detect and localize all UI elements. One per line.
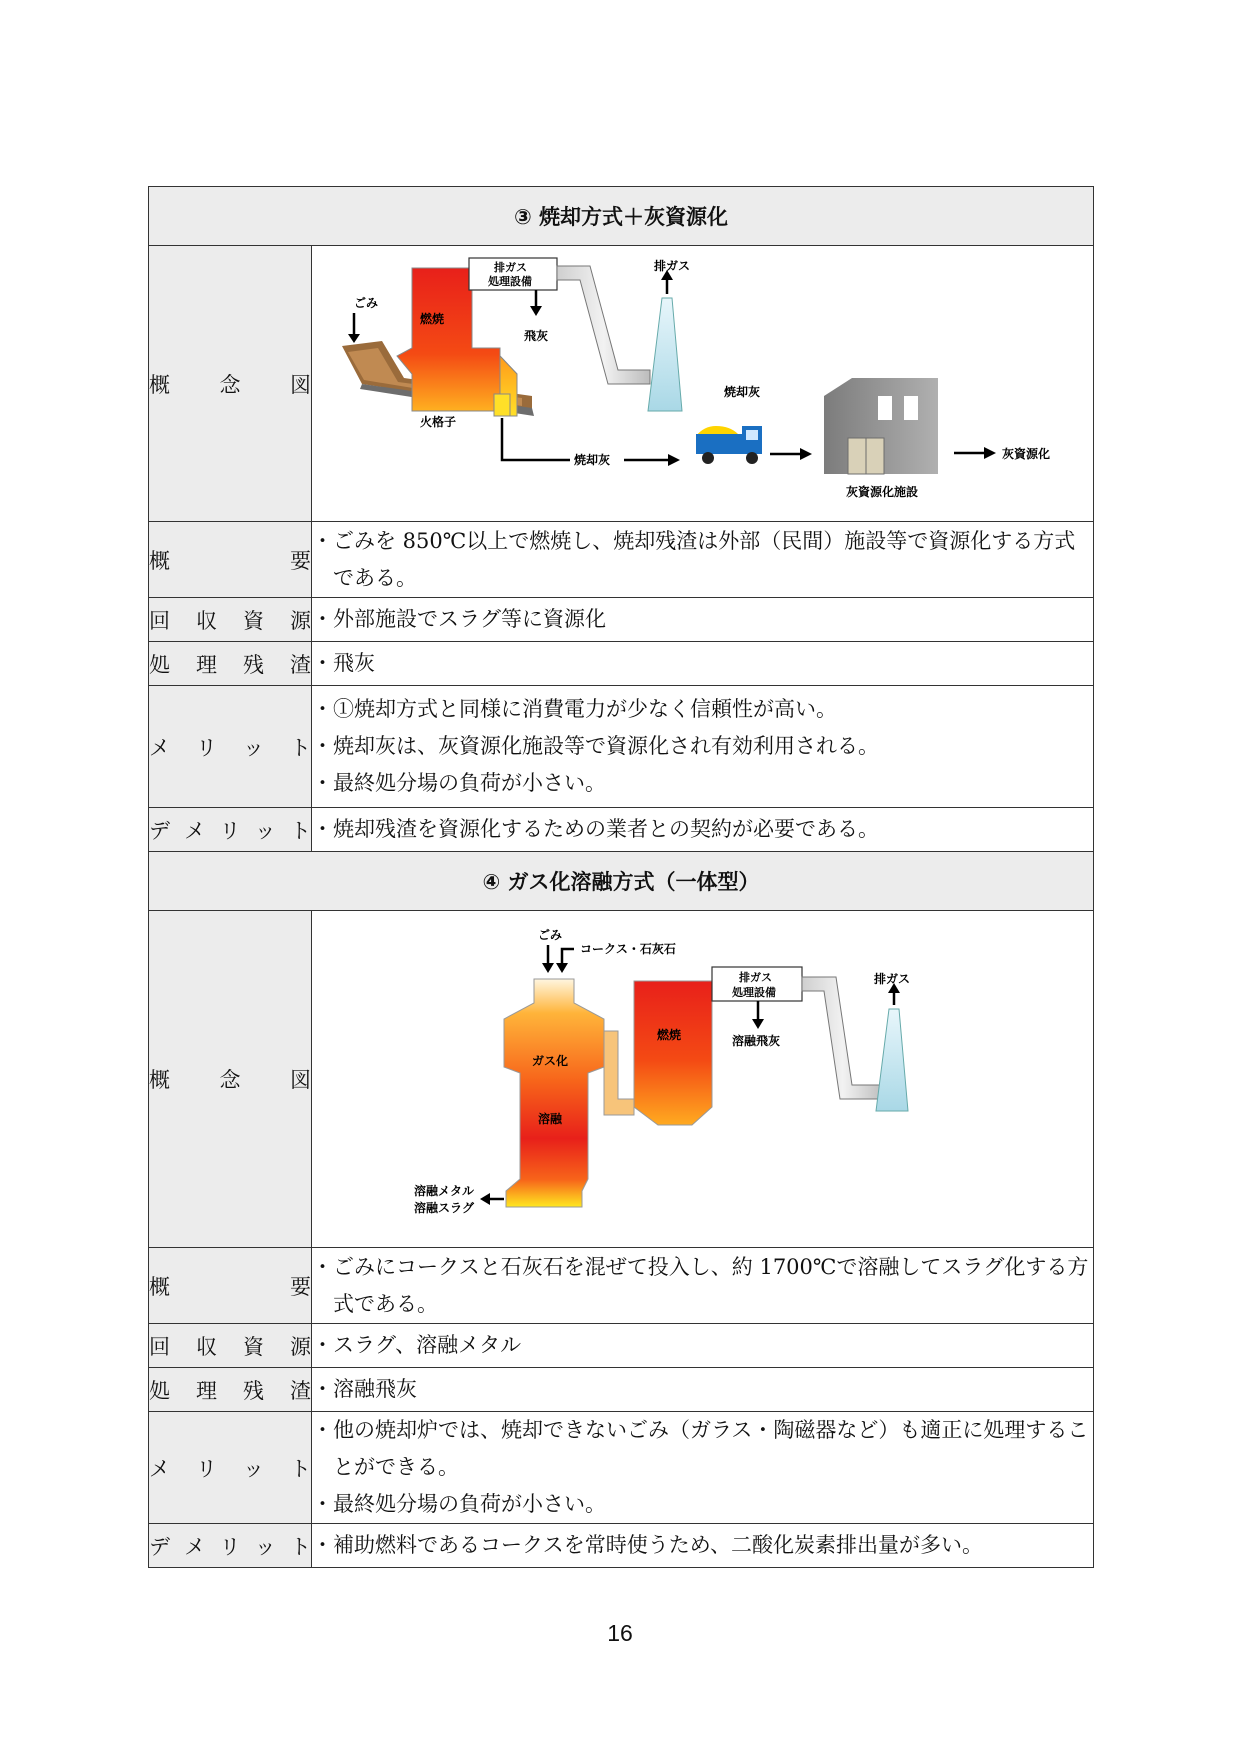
melt-fly-ash-label: 溶融飛灰: [732, 1034, 781, 1048]
exhaust-label: 排ガス: [654, 259, 691, 273]
comparison-table: [148, 186, 1094, 1568]
section4-demerit-label: デ メ リ ッ ト: [149, 1524, 312, 1568]
section4-demerit-text: ・補助燃料であるコークスを常時使うため、二酸化炭素排出量が多い。: [312, 1524, 1094, 1568]
page-number: 16: [607, 1620, 633, 1646]
fly-ash-label: 飛灰: [524, 329, 549, 343]
section4-overview-row: [149, 1248, 1094, 1324]
gasify-label: ガス化: [532, 1054, 569, 1068]
section3-merit-label: メ リ ッ ト: [149, 686, 312, 808]
melting-furnace: [504, 979, 604, 1207]
section3-diagram-row: [149, 246, 1094, 522]
section3-title: ③ 焼却方式＋灰資源化: [149, 187, 1094, 246]
section4-diagram-label: 概 念 図: [149, 911, 312, 1248]
section3-demerit-label: デ メ リ ッ ト: [149, 808, 312, 852]
section3-demerit-row: [149, 808, 1094, 852]
merit-item: ・最終処分場の負荷が小さい。: [312, 1492, 606, 1516]
combustion-chamber: [634, 981, 712, 1125]
gas-treatment-line2: 処理設備: [732, 986, 776, 999]
section3-overview-row: [149, 522, 1094, 598]
flue-duct: [802, 977, 884, 1099]
section4-resource-label: 回 収 資 源: [149, 1324, 312, 1368]
merit-item: ・焼却灰は、灰資源化施設等で資源化され有効利用される。: [312, 734, 879, 758]
flue-duct: [557, 266, 650, 384]
facility-label: 灰資源化施設: [846, 485, 919, 499]
section3-residue-row: [149, 642, 1094, 686]
section4-merit-list: [312, 1412, 1094, 1524]
section3-demerit-text: ・焼却残渣を資源化するための業者との契約が必要である。: [312, 808, 1094, 852]
gomi-label: ごみ: [354, 296, 379, 310]
incineration-diagram: [312, 246, 1094, 521]
section3-diagram-cell: [312, 246, 1094, 522]
gas-treatment-line2: 処理設備: [488, 275, 532, 288]
metal-label: 溶融メタル: [414, 1184, 475, 1198]
connecting-duct: [604, 1031, 634, 1115]
section3-diagram-label: 概 念 図: [149, 246, 312, 522]
combustion-label: 燃焼: [420, 312, 445, 326]
section4-residue-row: [149, 1368, 1094, 1412]
melt-label: 溶融: [538, 1112, 563, 1126]
section4-residue-text: ・溶融飛灰: [312, 1368, 1094, 1412]
section4-residue-label: 処 理 残 渣: [149, 1368, 312, 1412]
section4-merit-label: メ リ ッ ト: [149, 1412, 312, 1524]
section3-merit-list: [312, 686, 1094, 808]
merit-item: ・①焼却方式と同様に消費電力が少なく信頼性が高い。: [312, 697, 837, 721]
section4-diagram-row: [149, 911, 1094, 1248]
section3-merit-row: [149, 686, 1094, 808]
slag-label: 溶融スラグ: [414, 1201, 475, 1215]
gomi-label: ごみ: [538, 928, 563, 942]
section3-header-row: [149, 187, 1094, 246]
gasification-melting-diagram: [312, 911, 1094, 1247]
section3-residue-label: 処 理 残 渣: [149, 642, 312, 686]
section3-resource-label: 回 収 資 源: [149, 598, 312, 642]
section4-resource-row: [149, 1324, 1094, 1368]
coke-label: コークス・石灰石: [580, 942, 676, 956]
exhaust-label: 排ガス: [874, 972, 911, 986]
section4-merit-row: [149, 1412, 1094, 1524]
gas-treatment-line1: 排ガス: [494, 261, 527, 274]
section4-overview-label: 概 要: [149, 1248, 312, 1324]
recycle-label: 灰資源化: [1002, 447, 1051, 461]
truck-ash-label: 焼却灰: [724, 385, 761, 399]
grate-label: 火格子: [420, 415, 457, 429]
section4-demerit-row: [149, 1524, 1094, 1568]
merit-item: ・他の焼却炉では、焼却できないごみ（ガラス・陶磁器など）も適正に処理することができる。: [312, 1418, 1089, 1479]
section4-resource-text: ・スラグ、溶融メタル: [312, 1324, 1094, 1368]
gas-treatment-line1: 排ガス: [739, 971, 772, 984]
section3-resource-text: ・外部施設でスラグ等に資源化: [312, 598, 1094, 642]
bottom-ash-flow-label: 焼却灰: [574, 453, 611, 467]
section4-overview-text: ・ごみにコークスと石灰石を混ぜて投入し、約 1700℃で溶融してスラグ化する方式である。: [312, 1248, 1094, 1324]
section4-header-row: [149, 852, 1094, 911]
stack: [876, 1009, 908, 1111]
truck-icon: [696, 426, 762, 464]
stack: [648, 298, 682, 411]
section3-overview-label: 概 要: [149, 522, 312, 598]
combustion-label: 燃焼: [657, 1028, 682, 1042]
section4-title: ④ ガス化溶融方式（一体型）: [149, 852, 1094, 911]
section3-overview-text: ・ごみを 850℃以上で燃焼し、焼却残渣は外部（民間）施設等で資源化する方式である。: [312, 522, 1094, 598]
section3-residue-text: ・飛灰: [312, 642, 1094, 686]
section3-resource-row: [149, 598, 1094, 642]
section4-diagram-cell: [312, 911, 1094, 1248]
ash-line: [502, 418, 570, 460]
merit-item: ・最終処分場の負荷が小さい。: [312, 771, 606, 795]
